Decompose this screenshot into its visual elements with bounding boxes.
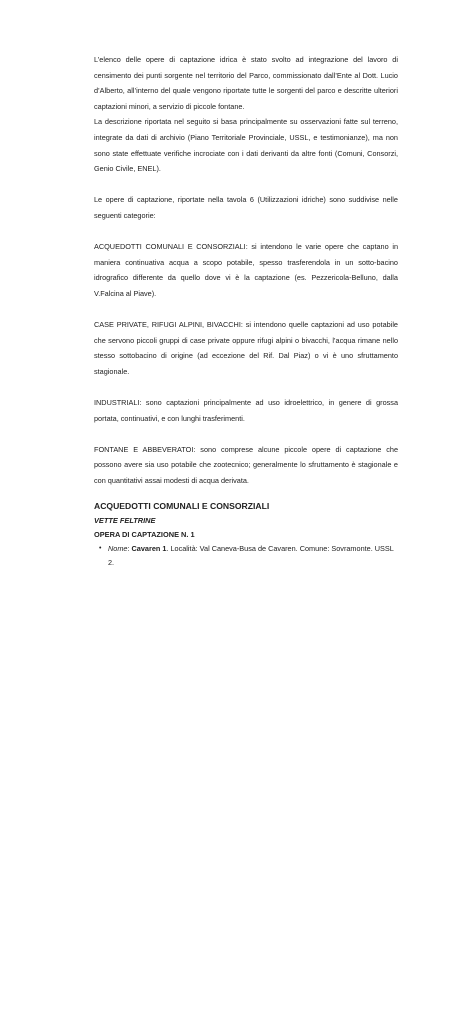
section-title: ACQUEDOTTI COMUNALI E CONSORZIALI [94,500,270,511]
bullet-icon: • [99,544,102,552]
category-industriali: INDUSTRIALI: sono captazioni principalmente ad uso idroelettrico, in genere di grossa portata, continuativi, e con lunghi trasferimenti. [94,398,398,423]
intro-paragraph-2: La descrizione riportata nel seguito si basa principalmente su osservazioni fatte sul terreno, integrate da dati di archivio (Piano Territoriale Provinciale, USSL, e testimonianze), ma non sono state effettuate verifiche incrociate con i dati derivanti da altre fonti (Comuni, Consorzi, Genio Civile, ENEL). [94,117,398,174]
item-separator: : [127,543,132,553]
item-label: Nome [108,543,128,553]
item-name: Cavaren 1 [131,543,167,553]
opera-title: OPERA DI CAPTAZIONE N. 1 [94,529,195,539]
spacer [94,177,398,193]
document-page [94,52,398,570]
spacer [94,224,398,240]
list-item [99,542,398,571]
item-details: . Località: Val Caneva-Busa de Cavaren. Comune: Sovramonte. USSL 2. [108,543,394,568]
spacer [94,379,398,395]
intro-paragraph-3: Le opere di captazione, riportate nella tavola 6 (Utilizzazioni idriche) sono suddivise nelle seguenti categorie: [94,195,398,220]
section-subtitle: VETTE FELTRINE [94,515,156,525]
spacer [94,489,398,499]
spacer [94,426,398,442]
category-case-private: CASE PRIVATE, RIFUGI ALPINI, BIVACCHI: si intendono quelle captazioni ad uso potabile che servono piccoli gruppi di case private oppure rifugi alpini o bivacchi, l’acqua rimane nello stesso sottobacino di origine (ad eccezione del Rif. Dal Piaz) o vi è uno sfruttamento stagionale. [94,320,398,376]
category-fontane: FONTANE E ABBEVERATOI: sono comprese alcune piccole opere di captazione che possono avere sia uso potabile che zootecnico; generalmente lo sfruttamento è stagionale e con quantitativi assai modesti di acqua derivata. [94,444,398,486]
spacer [94,302,398,318]
opera-list [94,542,398,571]
category-acquedotti: ACQUEDOTTI COMUNALI E CONSORZIALI: si intendono le varie opere che captano in maniera continuativa acqua a scopo potabile, spesso trasferendola in un sotto-bacino idrografico differente da quello dove vi è la captazione (es. Pezzericola-Belluno, dalla V.Falcina al Piave). [94,242,398,298]
intro-paragraph-1: L’elenco delle opere di captazione idrica è stato svolto ad integrazione del lavoro di censimento dei punti sorgente nel territorio del Parco, commissionato dall’Ente al Dott. Lucio d’Alberto, all’interno del quale vengono riportate tutte le sorgenti del parco e descritte ulteriori captazioni minori, a servizio di piccole fontane. [94,55,398,111]
